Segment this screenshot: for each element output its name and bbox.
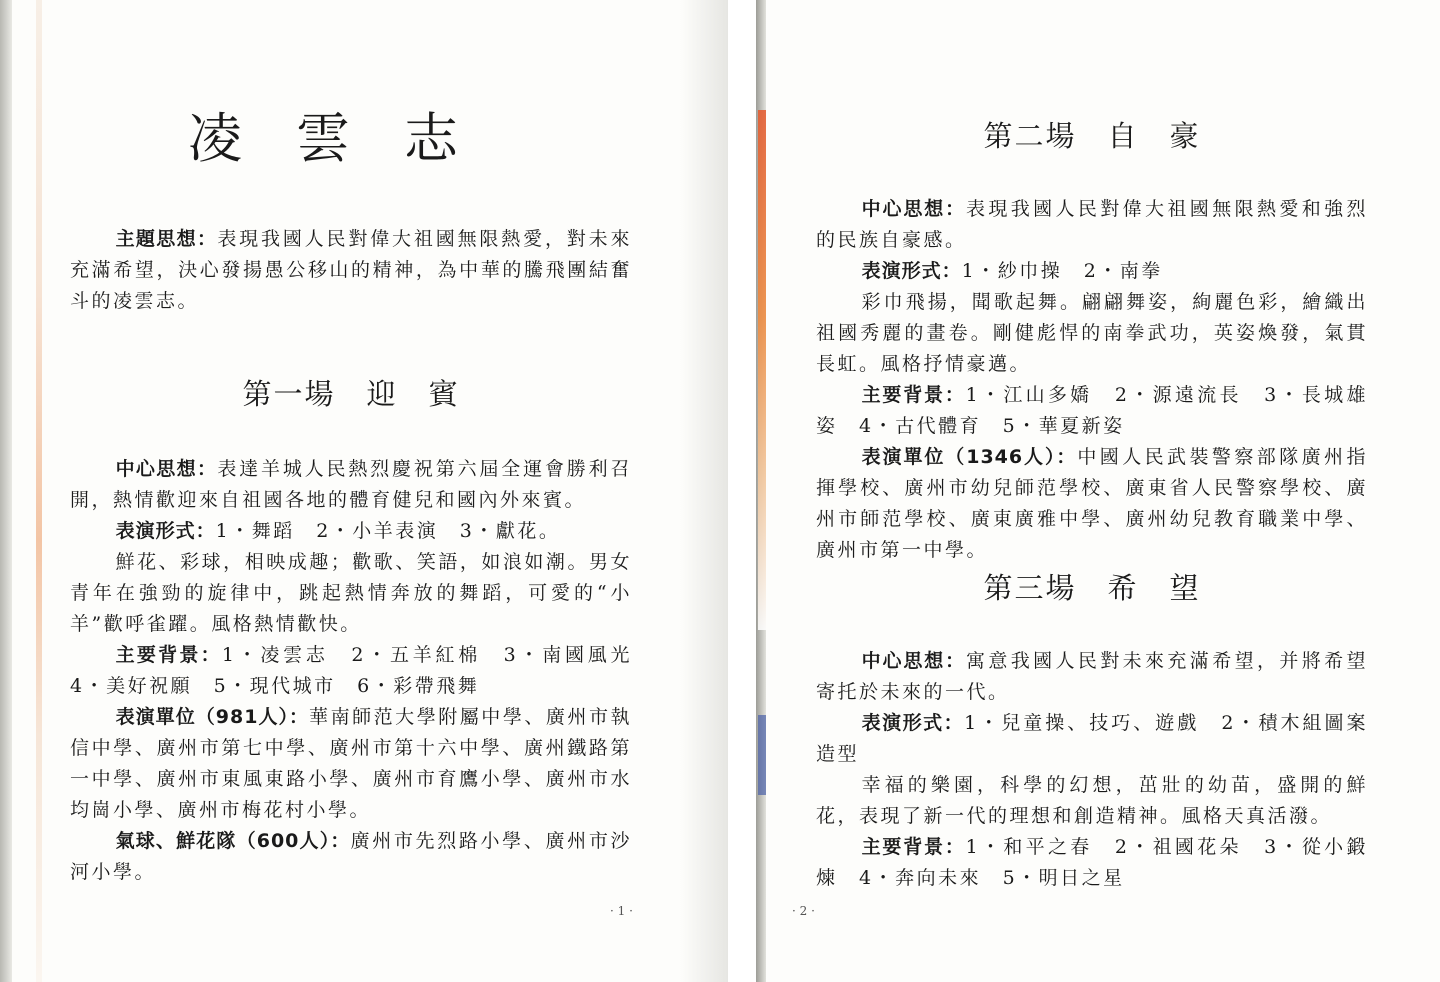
scene1-balloon-label: 氣球、鮮花隊（600人）： <box>115 830 351 852</box>
scene2-body <box>816 194 1368 566</box>
scene1-balloon-text: 廣州市先烈路小學、廣州市沙河小學。 <box>70 830 632 883</box>
scene2-title: 第二場 自 豪 <box>983 119 1201 153</box>
scene1-description: 鮮花、彩球，相映成趣；歡歌、笑語，如浪如潮。男女青年在強勁的旋律中，跳起熱情奔放的舞蹈，可愛的“小羊”歡呼雀躍。風格熱情歡快。 <box>70 551 632 635</box>
scene2-form <box>816 256 1368 287</box>
scene2-idea-text: 表現我國人民對偉大祖國無限熱愛和強烈的民族自豪感。 <box>816 198 1368 251</box>
scene3-description: 幸福的樂園，科學的幻想，茁壯的幼苗，盛開的鮮花，表現了新一代的理想和創造精神。風格天真活潑。 <box>816 774 1368 827</box>
scene1-body <box>70 454 654 888</box>
page-number: · 1 · <box>610 904 633 918</box>
scene3-idea-text: 寓意我國人民對未來充滿希望，并將希望寄托於未來的一代。 <box>816 650 1368 703</box>
scene3-idea-label: 中心思想： <box>861 650 966 672</box>
scene1-idea <box>70 454 632 516</box>
scene2-bg-text: 1・江山多嬌 2・源遠流長 3・長城雄姿 4・古代體育 5・華夏新姿 <box>816 384 1368 437</box>
scene2-idea <box>816 194 1368 256</box>
scene3-idea <box>816 646 1368 708</box>
scene1-balloon-team <box>70 826 632 888</box>
scene2-units <box>816 442 1368 566</box>
scene2-idea-label: 中心思想： <box>861 198 966 220</box>
theme-label: 主題思想： <box>115 228 218 250</box>
page-edge-stain-blue <box>758 715 766 795</box>
page-edge-stain <box>758 110 766 630</box>
main-title: 凌雲志 <box>188 107 512 170</box>
scene2-bg-label: 主要背景： <box>861 384 966 406</box>
scene2-form-text: 1・紗巾操 2・南拳 <box>961 260 1163 282</box>
scene3-title: 第三場 希 望 <box>983 571 1201 605</box>
scene2-unit-text: 中國人民武裝警察部隊廣州指揮學校、廣州市幼兒師范學校、廣東省人民警察學校、廣州市師范學校、廣東廣雅中學、廣州幼兒教育職業中學、廣州市第一中學。 <box>816 446 1368 561</box>
scene1-idea-label: 中心思想： <box>115 458 218 480</box>
scene1-form <box>70 516 632 547</box>
scene1-form-text: 1・舞蹈 2・小羊表演 3・獻花。 <box>215 520 561 542</box>
scene2-form-label: 表演形式： <box>861 260 962 282</box>
scene2-background <box>816 380 1368 442</box>
theme-paragraph <box>70 224 632 317</box>
scene1-unit-text: 華南師范大學附屬中學、廣州市執信中學、廣州市第七中學、廣州市第十六中學、廣州鐵路第一中學、廣州市東風東路小學、廣州市育鷹小學、廣州市水均崗小學、廣州市梅花村小學。 <box>70 706 632 821</box>
theme-text: 表現我國人民對偉大祖國無限熱愛，對未來充滿希望，決心發揚愚公移山的精神，為中華的騰飛團結奮斗的凌雲志。 <box>70 228 632 312</box>
scene2-unit-label: 表演單位（1346人）： <box>861 446 1078 468</box>
scene1-title: 第一場 迎 賓 <box>242 377 460 411</box>
scene1-units <box>70 702 632 826</box>
scene1-unit-label: 表演單位（981人）： <box>115 706 310 728</box>
scene3-body <box>816 646 1368 894</box>
page-number: · 2 · <box>792 904 815 918</box>
scene1-bg-label: 主要背景： <box>115 644 222 666</box>
scene1-bg-text: 1・凌雲志 2・五羊紅棉 3・南國風光 4・美好祝願 5・現代城市 6・彩帶飛舞 <box>70 644 654 697</box>
right-page <box>756 0 1440 982</box>
scene3-background <box>816 832 1368 894</box>
scene3-form <box>816 708 1368 770</box>
scene1-background <box>70 640 654 702</box>
scene3-bg-text: 1・和平之春 2・祖國花朵 3・從小鍛煉 4・奔向未來 5・明日之星 <box>816 836 1368 889</box>
scene3-form-label: 表演形式： <box>861 712 965 734</box>
scene3-bg-label: 主要背景： <box>861 836 966 858</box>
scene1-form-label: 表演形式： <box>115 520 216 542</box>
scene3-form-text: 1・兒童操、技巧、遊戲 2・積木組圖案造型 <box>816 712 1368 765</box>
scene2-description: 彩巾飛揚，聞歌起舞。翩翩舞姿，絢麗色彩，繪織出祖國秀麗的畫卷。剛健彪悍的南拳武功，英姿煥發，氣貫長虹。風格抒情豪邁。 <box>816 291 1368 375</box>
scene1-idea-text: 表達羊城人民熱烈慶祝第六屆全運會勝利召開，熱情歡迎來自祖國各地的體育健兒和國內外來賓。 <box>70 458 632 511</box>
